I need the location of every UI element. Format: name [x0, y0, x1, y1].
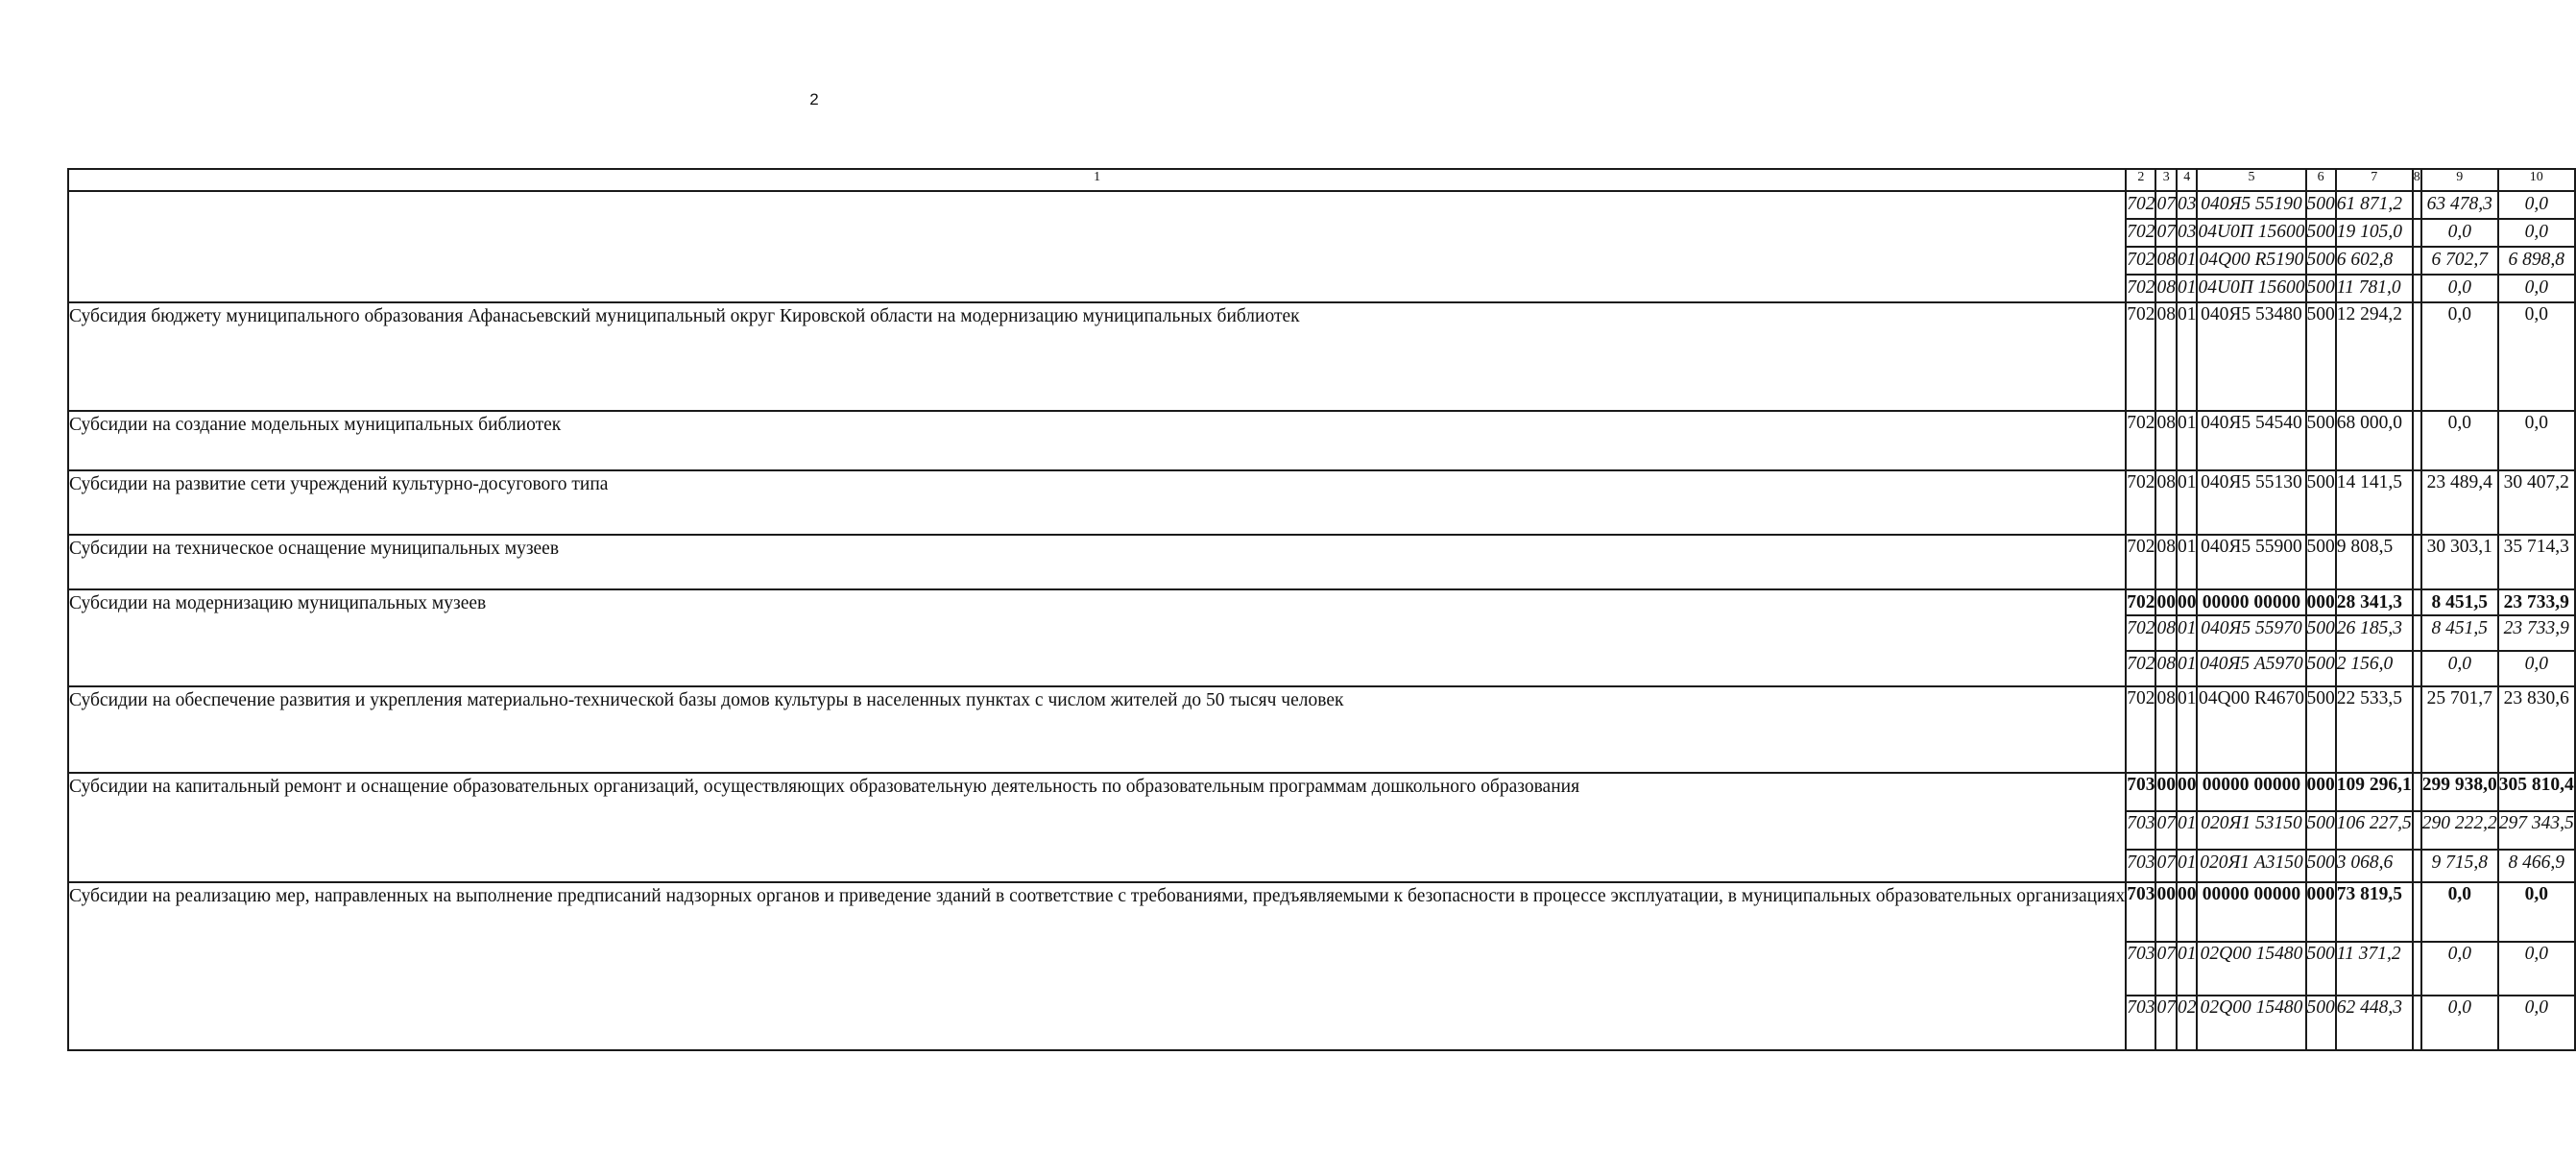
cell-col4: 01 [2177, 535, 2198, 589]
cell-col5: 04Q00 R4670 [2197, 686, 2305, 773]
cell-col4: 01 [2177, 811, 2198, 850]
cell-col8 [2413, 773, 2421, 811]
cell-col8 [2413, 219, 2421, 247]
cell-col4: 01 [2177, 615, 2198, 651]
header-cell: 8 [2413, 169, 2421, 191]
cell-col2: 702 [2126, 219, 2155, 247]
cell-col7: 2 156,0 [2336, 651, 2413, 686]
cell-col9: 0,0 [2421, 302, 2498, 411]
row-description: Субсидии на капитальный ремонт и оснащение образовательных организаций, осуществляющих образовательную деятельность по образовательным программам дошкольного образования [68, 773, 2126, 882]
cell-col3: 08 [2155, 615, 2177, 651]
cell-col3: 08 [2155, 247, 2177, 275]
cell-col8 [2413, 589, 2421, 615]
cell-col10: 0,0 [2498, 411, 2575, 470]
table-row [68, 535, 2575, 589]
cell-col7: 22 533,5 [2336, 686, 2413, 773]
cell-col2: 702 [2126, 686, 2155, 773]
cell-col5: 020Я1 A3150 [2197, 850, 2305, 882]
cell-col3: 08 [2155, 275, 2177, 302]
cell-col6: 500 [2306, 615, 2336, 651]
table-row [68, 302, 2575, 411]
cell-col3: 08 [2155, 651, 2177, 686]
table-row-total [68, 882, 2575, 942]
cell-col9: 0,0 [2421, 219, 2498, 247]
cell-col9: 6 702,7 [2421, 247, 2498, 275]
cell-col4: 00 [2177, 773, 2198, 811]
cell-col6: 500 [2306, 686, 2336, 773]
cell-col2: 702 [2126, 411, 2155, 470]
header-cell: 1 [68, 169, 2126, 191]
cell-col3: 07 [2155, 996, 2177, 1050]
cell-col6: 500 [2306, 302, 2336, 411]
cell-col8 [2413, 651, 2421, 686]
cell-col8 [2413, 275, 2421, 302]
cell-col9: 25 701,7 [2421, 686, 2498, 773]
cell-col7: 3 068,6 [2336, 850, 2413, 882]
cell-col8 [2413, 615, 2421, 651]
cell-col4: 03 [2177, 191, 2198, 219]
cell-col8 [2413, 882, 2421, 942]
desc-cell-empty [68, 191, 2126, 302]
cell-col2: 703 [2126, 942, 2155, 996]
cell-col4: 01 [2177, 942, 2198, 996]
cell-col7: 62 448,3 [2336, 996, 2413, 1050]
header-cell: 7 [2336, 169, 2413, 191]
table-row [68, 411, 2575, 470]
table-row [68, 470, 2575, 535]
header-cell: 10 [2498, 169, 2575, 191]
cell-col9: 23 489,4 [2421, 470, 2498, 535]
cell-col10: 0,0 [2498, 942, 2575, 996]
cell-col7: 19 105,0 [2336, 219, 2413, 247]
cell-col6: 500 [2306, 411, 2336, 470]
header-cell: 5 [2197, 169, 2305, 191]
cell-col6: 500 [2306, 811, 2336, 850]
cell-col9: 299 938,0 [2421, 773, 2498, 811]
cell-col9: 9 715,8 [2421, 850, 2498, 882]
cell-col5: 00000 00000 [2197, 589, 2305, 615]
cell-col8 [2413, 850, 2421, 882]
cell-col10: 0,0 [2498, 275, 2575, 302]
table-row-total [68, 773, 2575, 811]
header-cell: 4 [2177, 169, 2198, 191]
cell-col4: 01 [2177, 411, 2198, 470]
cell-col6: 500 [2306, 535, 2336, 589]
row-description: Субсидии на техническое оснащение муниципальных музеев [68, 535, 2126, 589]
header-cell: 2 [2126, 169, 2155, 191]
cell-col7: 28 341,3 [2336, 589, 2413, 615]
cell-col6: 500 [2306, 850, 2336, 882]
budget-table [67, 168, 2576, 1051]
cell-col9: 0,0 [2421, 651, 2498, 686]
cell-col10: 6 898,8 [2498, 247, 2575, 275]
cell-col7: 73 819,5 [2336, 882, 2413, 942]
cell-col7: 109 296,1 [2336, 773, 2413, 811]
cell-col4: 03 [2177, 219, 2198, 247]
cell-col7: 11 371,2 [2336, 942, 2413, 996]
cell-col4: 00 [2177, 882, 2198, 942]
cell-col6: 500 [2306, 996, 2336, 1050]
cell-col9: 0,0 [2421, 411, 2498, 470]
row-description: Субсидии на модернизацию муниципальных музеев [68, 589, 2126, 686]
cell-col7: 61 871,2 [2336, 191, 2413, 219]
cell-col10: 30 407,2 [2498, 470, 2575, 535]
cell-col10: 35 714,3 [2498, 535, 2575, 589]
cell-col7: 9 808,5 [2336, 535, 2413, 589]
cell-col6: 000 [2306, 882, 2336, 942]
cell-col8 [2413, 247, 2421, 275]
cell-col8 [2413, 686, 2421, 773]
page-number: 2 [809, 90, 819, 108]
cell-col5: 04U0П 15600 [2197, 219, 2305, 247]
cell-col8 [2413, 470, 2421, 535]
cell-col10: 0,0 [2498, 191, 2575, 219]
cell-col10: 0,0 [2498, 302, 2575, 411]
cell-col2: 703 [2126, 773, 2155, 811]
header-cell: 9 [2421, 169, 2498, 191]
cell-col7: 14 141,5 [2336, 470, 2413, 535]
cell-col7: 12 294,2 [2336, 302, 2413, 411]
cell-col2: 703 [2126, 996, 2155, 1050]
table-row [68, 686, 2575, 773]
cell-col6: 000 [2306, 773, 2336, 811]
cell-col3: 00 [2155, 589, 2177, 615]
cell-col8 [2413, 302, 2421, 411]
cell-col2: 703 [2126, 882, 2155, 942]
cell-col9: 8 451,5 [2421, 589, 2498, 615]
cell-col5: 00000 00000 [2197, 882, 2305, 942]
cell-col5: 04Q00 R5190 [2197, 247, 2305, 275]
cell-col2: 703 [2126, 850, 2155, 882]
cell-col2: 702 [2126, 589, 2155, 615]
cell-col4: 01 [2177, 247, 2198, 275]
row-description: Субсидии на реализацию мер, направленных на выполнение предписаний надзорных органов и приведение зданий в соответствие с требованиями, предъявляемыми к безопасности в процессе эксплуатации, в муниципальных образовательных организациях [68, 882, 2126, 1050]
cell-col2: 703 [2126, 811, 2155, 850]
cell-col4: 01 [2177, 686, 2198, 773]
cell-col4: 01 [2177, 850, 2198, 882]
cell-col5: 040Я5 A5970 [2197, 651, 2305, 686]
table-row-total [68, 589, 2575, 615]
cell-col10: 23 733,9 [2498, 589, 2575, 615]
cell-col4: 01 [2177, 470, 2198, 535]
cell-col8 [2413, 535, 2421, 589]
cell-col10: 0,0 [2498, 882, 2575, 942]
cell-col5: 04U0П 15600 [2197, 275, 2305, 302]
cell-col6: 000 [2306, 589, 2336, 615]
cell-col9: 290 222,2 [2421, 811, 2498, 850]
row-description: Субсидии на создание модельных муниципальных библиотек [68, 411, 2126, 470]
cell-col3: 07 [2155, 219, 2177, 247]
cell-col10: 23 830,6 [2498, 686, 2575, 773]
cell-col8 [2413, 996, 2421, 1050]
cell-col3: 00 [2155, 882, 2177, 942]
header-cell: 3 [2155, 169, 2177, 191]
cell-col10: 0,0 [2498, 651, 2575, 686]
cell-col7: 68 000,0 [2336, 411, 2413, 470]
cell-col9: 30 303,1 [2421, 535, 2498, 589]
cell-col6: 500 [2306, 247, 2336, 275]
cell-col6: 500 [2306, 275, 2336, 302]
cell-col3: 08 [2155, 686, 2177, 773]
cell-col2: 702 [2126, 470, 2155, 535]
cell-col6: 500 [2306, 942, 2336, 996]
cell-col6: 500 [2306, 219, 2336, 247]
cell-col9: 0,0 [2421, 942, 2498, 996]
cell-col8 [2413, 811, 2421, 850]
cell-col10: 297 343,5 [2498, 811, 2575, 850]
cell-col2: 702 [2126, 275, 2155, 302]
cell-col5: 020Я1 53150 [2197, 811, 2305, 850]
cell-col10: 0,0 [2498, 219, 2575, 247]
cell-col6: 500 [2306, 470, 2336, 535]
cell-col8 [2413, 191, 2421, 219]
cell-col5: 040Я5 55970 [2197, 615, 2305, 651]
cell-col2: 702 [2126, 615, 2155, 651]
cell-col5: 040Я5 55190 [2197, 191, 2305, 219]
cell-col3: 08 [2155, 411, 2177, 470]
header-row [68, 169, 2575, 191]
cell-col6: 500 [2306, 191, 2336, 219]
cell-col4: 01 [2177, 302, 2198, 411]
cell-col7: 106 227,5 [2336, 811, 2413, 850]
cell-col3: 07 [2155, 191, 2177, 219]
cell-col10: 0,0 [2498, 996, 2575, 1050]
row-description: Субсидии на обеспечение развития и укрепления материально-технической базы домов культуры в населенных пунктах с числом жителей до 50 тысяч человек [68, 686, 2126, 773]
cell-col3: 07 [2155, 811, 2177, 850]
cell-col9: 63 478,3 [2421, 191, 2498, 219]
row-description: Субсидия бюджету муниципального образования Афанасьевский муниципальный округ Кировской области на модернизацию муниципальных библиотек [68, 302, 2126, 411]
cell-col2: 702 [2126, 535, 2155, 589]
cell-col5: 00000 00000 [2197, 773, 2305, 811]
cell-col5: 040Я5 54540 [2197, 411, 2305, 470]
cell-col8 [2413, 942, 2421, 996]
cell-col3: 08 [2155, 302, 2177, 411]
cell-col10: 23 733,9 [2498, 615, 2575, 651]
cell-col3: 08 [2155, 535, 2177, 589]
row-description: Субсидии на развитие сети учреждений культурно-досугового типа [68, 470, 2126, 535]
cell-col6: 500 [2306, 651, 2336, 686]
cell-col2: 702 [2126, 191, 2155, 219]
cell-col10: 305 810,4 [2498, 773, 2575, 811]
cell-col4: 01 [2177, 275, 2198, 302]
cell-col9: 0,0 [2421, 882, 2498, 942]
cell-col3: 07 [2155, 942, 2177, 996]
cell-col9: 0,0 [2421, 996, 2498, 1050]
cell-col5: 040Я5 55130 [2197, 470, 2305, 535]
cell-col5: 040Я5 55900 [2197, 535, 2305, 589]
cell-col3: 08 [2155, 470, 2177, 535]
header-cell: 6 [2306, 169, 2336, 191]
cell-col3: 00 [2155, 773, 2177, 811]
cell-col2: 702 [2126, 651, 2155, 686]
cell-col5: 040Я5 53480 [2197, 302, 2305, 411]
cell-col7: 6 602,8 [2336, 247, 2413, 275]
cell-col9: 0,0 [2421, 275, 2498, 302]
cell-col2: 702 [2126, 302, 2155, 411]
cell-col7: 26 185,3 [2336, 615, 2413, 651]
cell-col2: 702 [2126, 247, 2155, 275]
cell-col4: 02 [2177, 996, 2198, 1050]
cell-col10: 8 466,9 [2498, 850, 2575, 882]
cell-col5: 02Q00 15480 [2197, 996, 2305, 1050]
table-row [68, 191, 2575, 219]
cell-col7: 11 781,0 [2336, 275, 2413, 302]
cell-col3: 07 [2155, 850, 2177, 882]
cell-col4: 00 [2177, 589, 2198, 615]
cell-col9: 8 451,5 [2421, 615, 2498, 651]
cell-col5: 02Q00 15480 [2197, 942, 2305, 996]
cell-col4: 01 [2177, 651, 2198, 686]
cell-col8 [2413, 411, 2421, 470]
